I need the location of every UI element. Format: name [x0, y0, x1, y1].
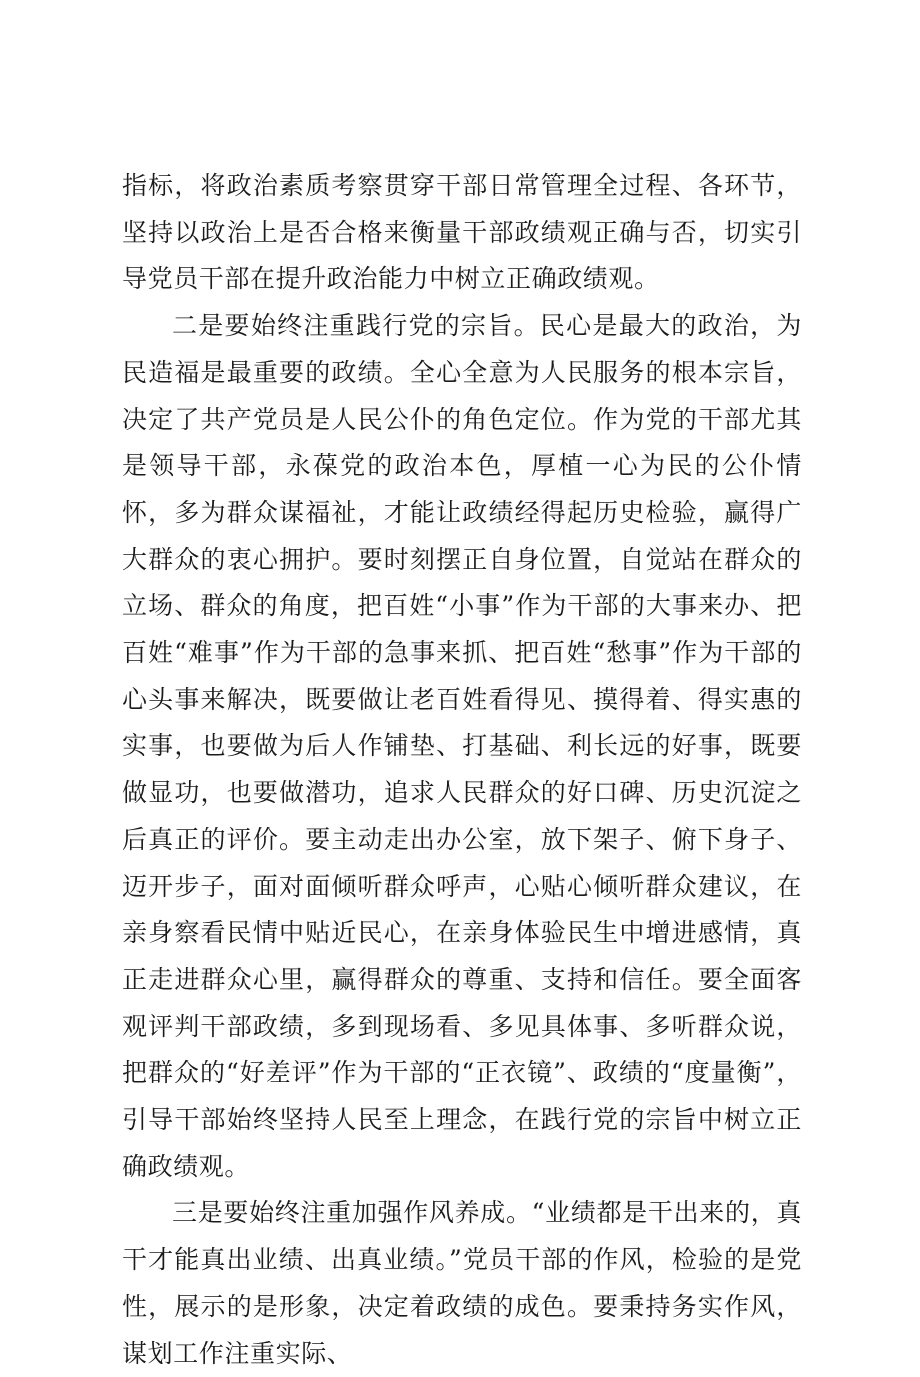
document-body [122, 163, 802, 1377]
paragraph-work-style: 三是要始终注重加强作风养成。“业绩都是干出来的，真干才能真出业绩、出真业绩。”党员干部的作风，检验的是党性，展示的是形象，决定着政绩的成色。要秉持务实作风，谋划工作注重实际、 [122, 1198, 802, 1368]
paragraph-party-purpose: 二是要始终注重践行党的宗旨。民心是最大的政治，为民造福是最重要的政绩。全心全意为人民服务的根本宗旨，决定了共产党员是人民公仆的角色定位。作为党的干部尤其是领导干部，永葆党的政治本色，厚植一心为民的公仆情怀，多为群众谋福祉，才能让政绩经得起历史检验，赢得广大群众的衷心拥护。要时刻摆正自身位置，自觉站在群众的立场、群众的角度，把百姓“小事”作为干部的大事来办、把百姓“难事”作为干部的急事来抓、把百姓“愁事”作为干部的心头事来解决，既要做让老百姓看得见、摸得着、得实惠的实事，也要做为后人作铺垫、打基础、利长远的好事，既要做显功，也要做潜功，追求人民群众的好口碑、历史沉淀之后真正的评价。要主动走出办公室，放下架子、俯下身子、迈开步子，面对面倾听群众呼声，心贴心倾听群众建议，在亲身察看民情中贴近民心，在亲身体验民生中增进感情，真正走进群众心里，赢得群众的尊重、支持和信任。要全面客观评判干部政绩，多到现场看、多见具体事、多听群众说，把群众的“好差评”作为干部的“正衣镜”、政绩的“度量衡”，引导干部始终坚持人民至上理念，在践行党的宗旨中树立正确政绩观。 [122, 311, 802, 1181]
paragraph-continuation: 指标，将政治素质考察贯穿干部日常管理全过程、各环节，坚持以政治上是否合格来衡量干部政绩观正确与否，切实引导党员干部在提升政治能力中树立正确政绩观。 [122, 171, 802, 294]
